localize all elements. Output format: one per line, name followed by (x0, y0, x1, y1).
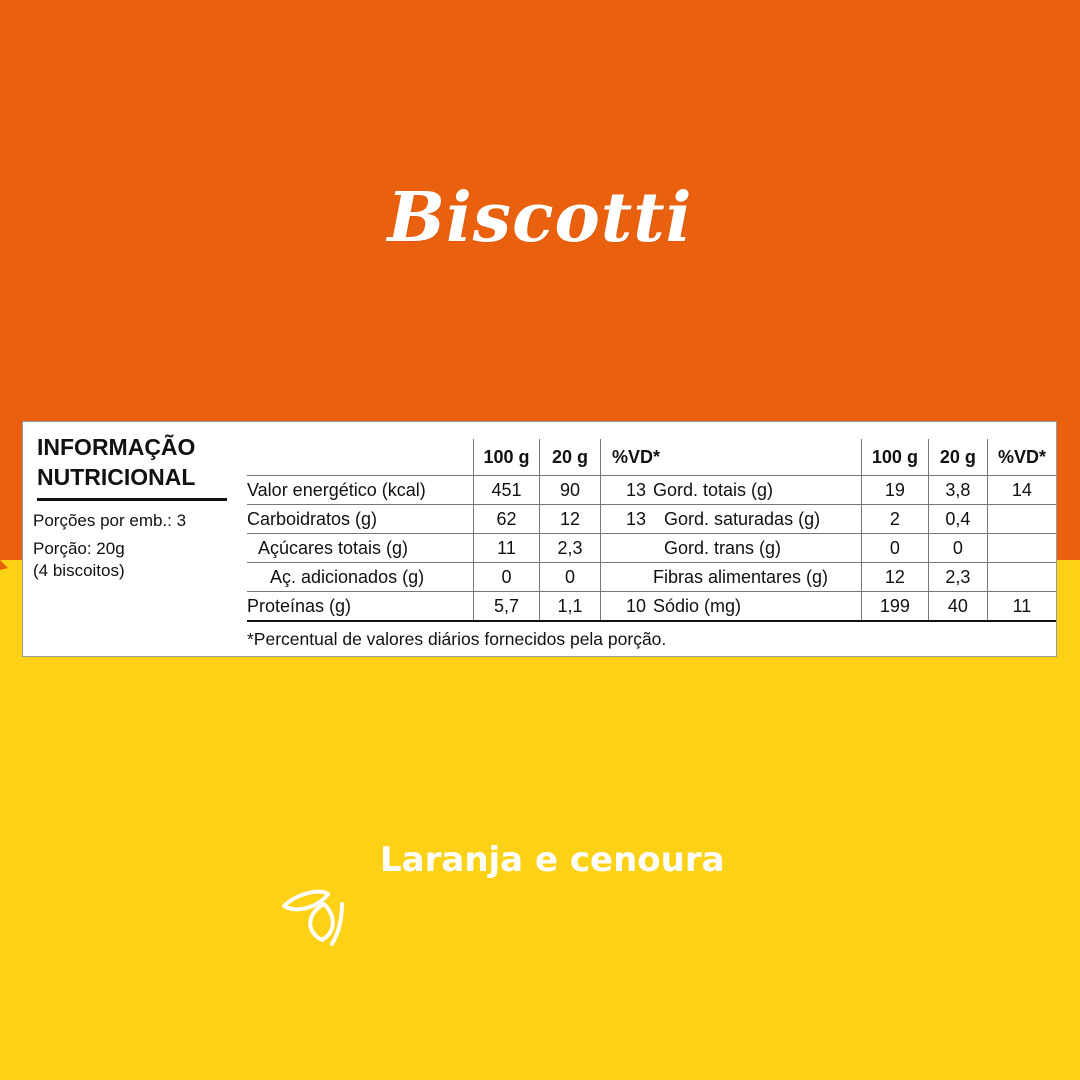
leaf-icon (276, 884, 356, 954)
value-100g: 19 (861, 476, 928, 505)
value-20g: 1,1 (540, 592, 601, 622)
value-20g: 2,3 (928, 563, 987, 592)
nutrition-table-right (653, 439, 1056, 622)
column-header-vd: %VD* (987, 439, 1056, 476)
value-100g: 12 (861, 563, 928, 592)
nutrition-facts-label (22, 421, 1057, 657)
row-label: Proteínas (g) (247, 596, 352, 616)
value-100g: 5,7 (474, 592, 540, 622)
value-100g: 451 (474, 476, 540, 505)
value-vd (987, 534, 1056, 563)
column-header-20g: 20 g (928, 439, 987, 476)
value-vd (987, 505, 1056, 534)
value-100g: 62 (474, 505, 540, 534)
table-row (653, 505, 1056, 534)
table-header-row (653, 439, 1056, 476)
table-row (247, 563, 671, 592)
value-20g: 0 (928, 534, 987, 563)
table-row (653, 592, 1056, 622)
row-label: Gord. totais (g) (653, 480, 774, 500)
column-header-100g: 100 g (474, 439, 540, 476)
table-header-row (247, 439, 671, 476)
nutrition-heading-line1: INFORMAÇÃO (37, 434, 196, 460)
value-20g: 90 (540, 476, 601, 505)
table-row (653, 534, 1056, 563)
footnote: *Percentual de valores diários fornecidos pela porção. (247, 629, 667, 649)
value-vd: 11 (987, 592, 1056, 622)
row-label: Fibras alimentares (g) (653, 567, 829, 587)
value-20g: 3,8 (928, 476, 987, 505)
value-vd: 13 (601, 476, 672, 505)
value-20g: 40 (928, 592, 987, 622)
table-row (653, 476, 1056, 505)
serving-count: (4 biscoitos) (33, 561, 125, 580)
nutrition-heading-line2: NUTRICIONAL (37, 464, 196, 490)
row-label: Gord. trans (g) (664, 538, 782, 558)
row-label: Valor energético (kcal) (247, 480, 426, 500)
value-vd: 13 (601, 505, 672, 534)
value-20g: 0,4 (928, 505, 987, 534)
column-header-20g: 20 g (540, 439, 601, 476)
serving-size: Porção: 20g (33, 539, 125, 558)
table-row (247, 476, 671, 505)
value-vd (987, 563, 1056, 592)
table-row (247, 534, 671, 563)
value-100g: 199 (861, 592, 928, 622)
value-20g: 12 (540, 505, 601, 534)
value-vd: 10 (601, 592, 672, 622)
row-label: Açúcares totais (g) (258, 538, 409, 558)
row-label: Sódio (mg) (653, 596, 742, 616)
row-label: Carboidratos (g) (247, 509, 378, 529)
flavor-name: Laranja e cenoura (380, 840, 725, 880)
product-title: Biscotti (387, 178, 693, 258)
value-100g: 11 (474, 534, 540, 563)
value-100g: 2 (861, 505, 928, 534)
table-row (247, 592, 671, 622)
table-row (653, 563, 1056, 592)
value-vd: 14 (987, 476, 1056, 505)
column-header-100g: 100 g (861, 439, 928, 476)
nutrition-table-left (247, 439, 671, 622)
value-20g: 2,3 (540, 534, 601, 563)
value-20g: 0 (540, 563, 601, 592)
column-header-vd: %VD* (601, 439, 672, 476)
table-row (247, 505, 671, 534)
row-label: Gord. saturadas (g) (664, 509, 821, 529)
value-100g: 0 (861, 534, 928, 563)
value-100g: 0 (474, 563, 540, 592)
nutrition-heading (37, 432, 227, 501)
servings-per-package: Porções por emb.: 3 (33, 511, 187, 530)
row-label: Aç. adicionados (g) (270, 567, 425, 587)
